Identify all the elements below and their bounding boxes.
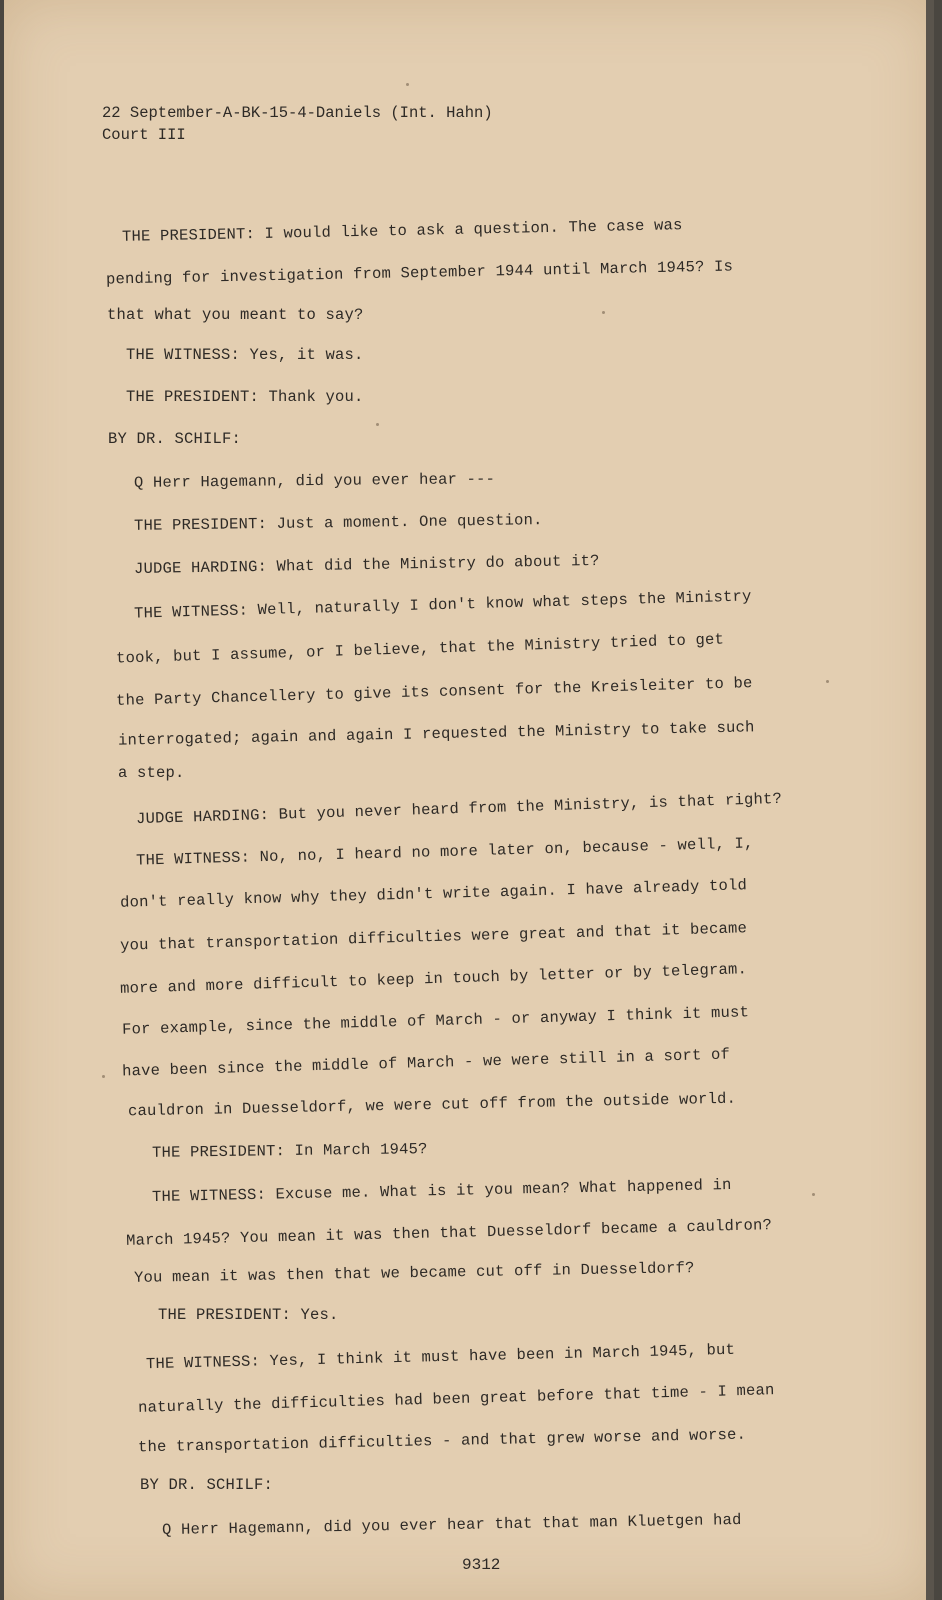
transcript-line: For example, since the middle of March - or anyway I think it must (121, 1003, 750, 1039)
transcript-line: naturally the difficulties had been great before that time - I mean (137, 1381, 775, 1417)
transcript-line: THE WITNESS: Well, naturally I don't know what steps the Ministry (133, 587, 752, 623)
transcript-line: THE PRESIDENT: I would like to ask a question. The case was (121, 216, 683, 246)
header-reference-line: 22 September-A-BK-15-4-Daniels (Int. Hahn) (102, 104, 493, 122)
transcript-line: pending for investigation from September 1944 until March 1945? Is (105, 257, 734, 289)
transcript-line: more and more difficult to keep in touch by letter or by telegram. (119, 960, 748, 998)
speaker-heading: BY DR. SCHILF: (140, 1476, 274, 1494)
transcript-line: THE PRESIDENT: Thank you. (126, 388, 364, 406)
page-number: 9312 (462, 1556, 501, 1574)
paper-speck (826, 680, 829, 683)
transcript-line: JUDGE HARDING: But you never heard from the Ministry, is that right? (135, 789, 783, 829)
paper-speck (602, 311, 605, 314)
transcript-line: Q Herr Hagemann, did you ever hear --- (133, 470, 496, 492)
document-header (102, 102, 493, 146)
transcript-line: cauldron in Duesseldorf, we were cut off from the outside world. (127, 1089, 737, 1121)
transcript-line: THE WITNESS: Yes, I think it must have been in March 1945, but (145, 1340, 736, 1374)
transcript-line: March 1945? You mean it was then that Duesseldorf became a cauldron? (125, 1216, 773, 1250)
transcript-line: don't really know why they didn't write again. I have already told (119, 876, 748, 912)
transcript-line: that what you meant to say? (107, 306, 364, 324)
transcript-line: the transportation difficulties - and that grew worse and worse. (137, 1425, 747, 1457)
transcript-line: THE PRESIDENT: In March 1945? (151, 1140, 428, 1162)
speaker-heading: BY DR. SCHILF: (108, 430, 242, 448)
transcript-line: THE WITNESS: Yes, it was. (126, 346, 364, 364)
transcript-line: You mean it was then that we became cut off in Duesseldorf? (133, 1259, 695, 1287)
transcript-line: THE WITNESS: No, no, I heard no more later on, because - well, I, (135, 834, 754, 870)
transcript-line: JUDGE HARDING: What did the Ministry do about it? (133, 551, 600, 579)
transcript-line: THE PRESIDENT: Yes. (158, 1306, 339, 1324)
paper-speck (812, 1193, 815, 1196)
transcript-line: have been since the middle of March - we were still in a sort of (121, 1045, 731, 1081)
transcript-line: you that transportation difficulties were great and that it became (119, 919, 748, 955)
header-court-line: Court III (102, 126, 186, 144)
transcript-line: THE WITNESS: Excuse me. What is it you mean? What happened in (151, 1175, 732, 1207)
paper-speck (376, 423, 379, 426)
paper-speck (102, 1075, 105, 1078)
transcript-line: interrogated; again and again I requested the Ministry to take such (117, 718, 755, 750)
transcript-line: the Party Chancellery to give its consent for the Kreisleiter to be (115, 674, 753, 710)
transcript-line: took, but I assume, or I believe, that the Ministry tried to get (115, 630, 725, 668)
paper-speck (406, 83, 409, 86)
document-page (4, 0, 934, 1600)
transcript-line: a step. (118, 764, 185, 782)
page-edge-shadow (926, 0, 934, 1600)
transcript-line: Q Herr Hagemann, did you ever hear that that man Kluetgen had (161, 1510, 742, 1540)
transcript-line: THE PRESIDENT: Just a moment. One question. (133, 511, 543, 535)
